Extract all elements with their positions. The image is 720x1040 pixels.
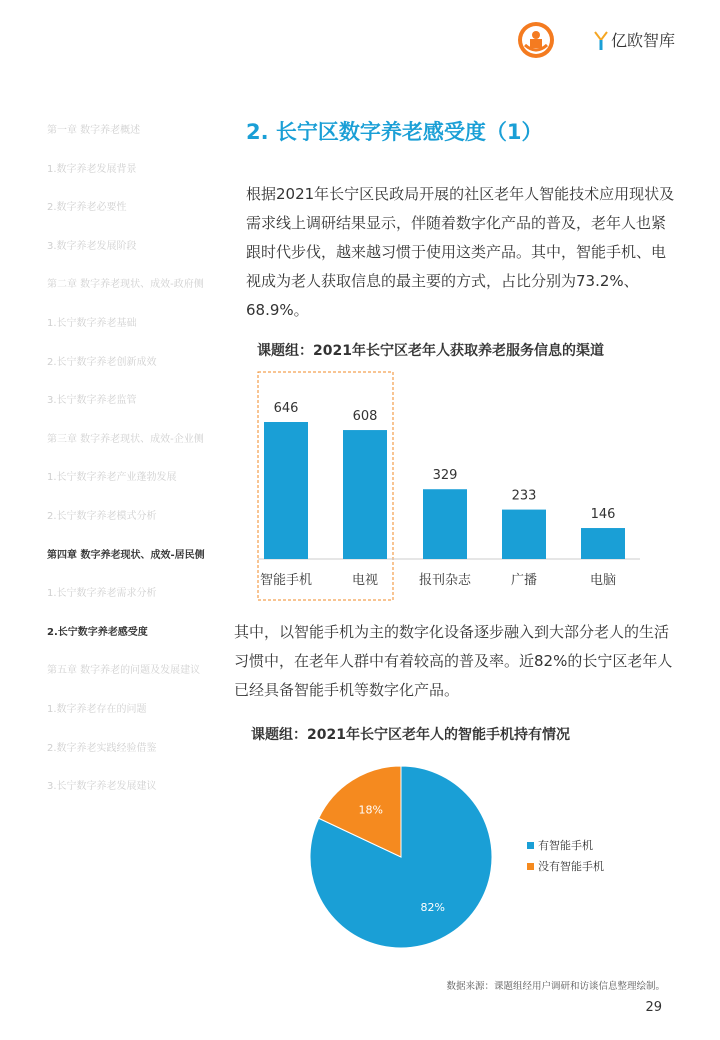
toc-item[interactable]: 3.数字养老发展阶段 — [47, 240, 137, 252]
toc-item[interactable]: 2.长宁数字养老感受度 — [47, 626, 148, 638]
bar — [502, 510, 546, 559]
toc-item[interactable]: 3.长宁数字养老监管 — [47, 395, 137, 407]
bar-value-label: 233 — [511, 488, 537, 504]
bar — [423, 489, 467, 559]
toc-item[interactable]: 1.数字养老存在的问题 — [47, 704, 147, 715]
yiou-logo-icon — [594, 29, 608, 51]
bar — [343, 430, 387, 559]
association-emblem-logo — [517, 21, 555, 59]
yiou-logo-text: 亿欧智库 — [611, 31, 676, 50]
bar-value-label: 608 — [352, 409, 378, 425]
page-number: 29 — [645, 1000, 662, 1015]
category-label: 报刊杂志 — [418, 573, 472, 588]
toc-item[interactable]: 1.长宁数字养老基础 — [47, 318, 137, 329]
yiou-logo — [594, 28, 675, 51]
legend-label: 有智能手机 — [538, 839, 593, 852]
bar — [581, 528, 625, 559]
slice-label: 18% — [358, 803, 383, 817]
toc-item[interactable]: 1.数字养老发展背景 — [47, 163, 137, 175]
toc-item[interactable]: 1.长宁数字养老需求分析 — [47, 588, 157, 600]
legend-item-has-phone — [527, 837, 593, 853]
category-label: 广播 — [510, 573, 538, 588]
data-source-note: 数据来源：课题组经用户调研和访谈信息整理绘制。 — [446, 981, 665, 992]
legend-item-no-phone — [527, 858, 604, 874]
pie-chart — [300, 756, 500, 956]
toc-item[interactable]: 第五章 数字养老的问题及发展建议 — [47, 665, 201, 677]
bar-chart-title: 课题组：2021年长宁区老年人获取养老服务信息的渠道 — [257, 343, 604, 359]
toc-item[interactable]: 第二章 数字养老现状、成效-政府侧 — [47, 279, 204, 291]
pie-chart-title: 课题组：2021年长宁区老年人的智能手机持有情况 — [251, 727, 570, 743]
toc-item[interactable]: 2.数字养老必要性 — [47, 202, 127, 214]
toc-item[interactable]: 1.长宁数字养老产业蓬勃发展 — [47, 472, 177, 484]
toc-item[interactable]: 2.长宁数字养老创新成效 — [47, 356, 157, 368]
bar-value-label: 146 — [590, 507, 616, 523]
toc-item[interactable]: 2.长宁数字养老模式分析 — [47, 511, 157, 522]
category-label: 智能手机 — [259, 573, 313, 588]
toc-item[interactable]: 第四章 数字养老现状、成效-居民侧 — [47, 549, 205, 561]
bar-value-label: 329 — [432, 468, 458, 484]
paragraph-intro: 根据2021年长宁区民政局开展的社区老年人智能技术应用现状及需求线上调研结果显示，伴随着数字化产品的普及，老年人也紧跟时代步伐，越来越习惯于使用这类产品。其中，智能手机、电视成为老人获取信息的最主要的方式，占比分别为73.2%、68.9%。 — [246, 185, 675, 319]
toc-item[interactable]: 3.长宁数字养老发展建议 — [47, 781, 157, 793]
category-label: 电视 — [351, 573, 379, 588]
toc-item[interactable]: 2.数字养老实践经验借鉴 — [47, 742, 157, 754]
toc-item[interactable]: 第三章 数字养老现状、成效-企业侧 — [47, 433, 204, 445]
slice-label: 82% — [420, 900, 445, 914]
paragraph-smartphone: 其中，以智能手机为主的数字化设备逐步融入到大部分老人的生活习惯中，在老年人群中有着较高的普及率。近82%的长宁区老年人已经具备智能手机等数字化产品。 — [234, 623, 673, 699]
category-label: 电脑 — [589, 573, 617, 588]
page-title: 2. 长宁区数字养老感受度（1） — [246, 120, 543, 144]
legend-label: 没有智能手机 — [538, 860, 604, 873]
bar — [264, 422, 308, 559]
toc-item[interactable]: 第一章 数字养老概述 — [47, 125, 141, 136]
bar-value-label: 646 — [273, 401, 299, 416]
legend-swatch — [527, 842, 534, 849]
legend-swatch — [527, 863, 534, 870]
bar-chart — [240, 365, 660, 605]
